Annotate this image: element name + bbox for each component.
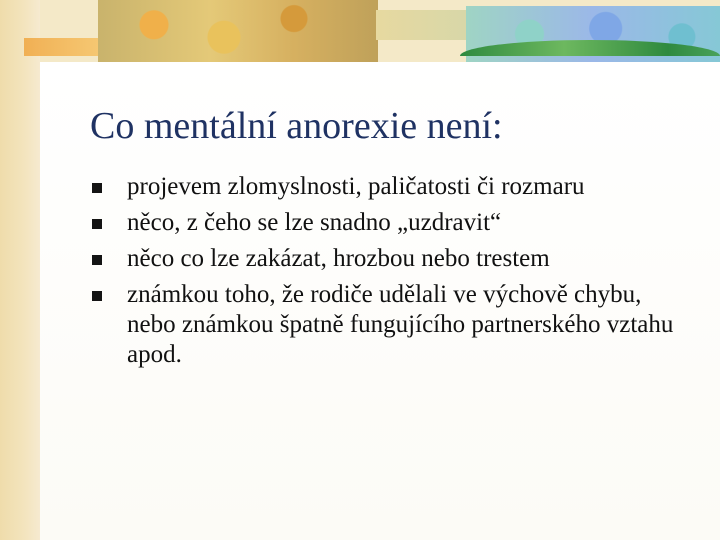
square-bullet-icon bbox=[92, 255, 102, 265]
bullet-text: něco, z čeho se lze snadno „uzdravit“ bbox=[127, 209, 502, 236]
bullet-text: něco co lze zakázat, hrozbou nebo trestem bbox=[127, 245, 550, 272]
watercolor-banner-decoration bbox=[0, 0, 720, 62]
banner-pale-strip bbox=[376, 10, 466, 40]
bullet-item bbox=[88, 280, 688, 370]
square-bullet-icon bbox=[92, 219, 102, 229]
slide-title: Co mentální anorexie není: bbox=[90, 105, 503, 147]
bullet-item bbox=[88, 208, 688, 238]
bullet-list bbox=[88, 172, 688, 376]
banner-flower-strip bbox=[98, 0, 378, 62]
bullet-item bbox=[88, 172, 688, 202]
parchment-edge bbox=[0, 0, 40, 540]
square-bullet-icon bbox=[92, 291, 102, 301]
bullet-text: známkou toho, že rodiče udělali ve výchově chybu, nebo známkou špatně fungujícího partnerského vztahu apod. bbox=[127, 281, 674, 368]
bullet-text: projevem zlomyslnosti, paličatosti či rozmaru bbox=[127, 173, 585, 200]
square-bullet-icon bbox=[92, 183, 102, 193]
bullet-item bbox=[88, 244, 688, 274]
